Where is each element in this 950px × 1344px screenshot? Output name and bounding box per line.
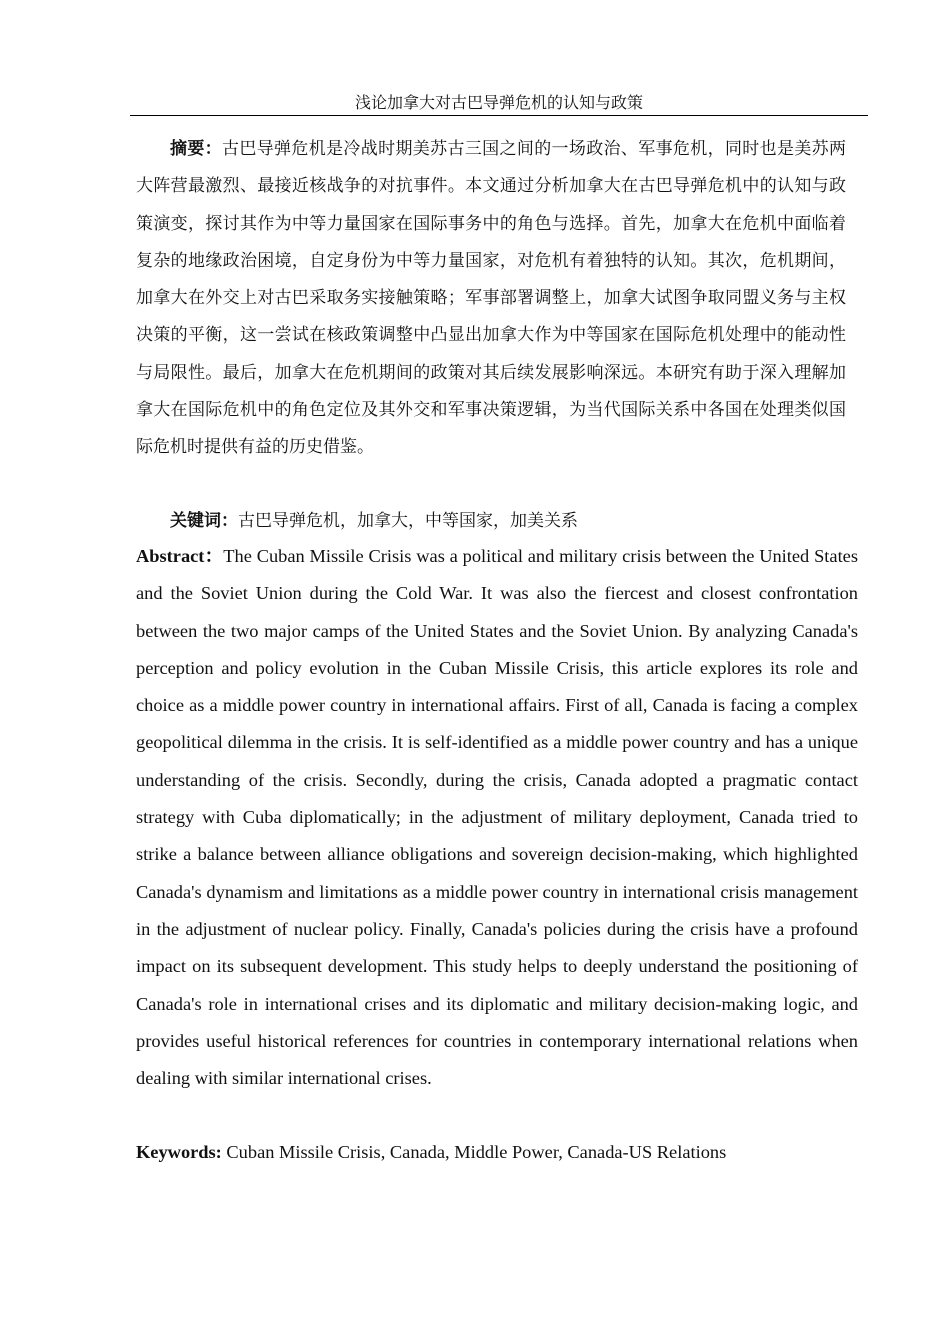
chinese-keywords-label: 关键词： bbox=[170, 511, 238, 531]
english-keywords bbox=[136, 1134, 858, 1171]
chinese-abstract bbox=[136, 131, 846, 467]
english-abstract-text: The Cuban Missile Crisis was a political and military crisis between the United States and the Soviet Union during the Cold War. It was also the fiercest and closest confrontation between the two major camps of the United States and the Soviet Union. By analyzing Canada's perception and policy evolution in the Cuban Missile Crisis, this article explores its role and choice as a middle power country in international affairs. First of all, Canada is facing a complex geopolitical dilemma in the crisis. It is self-identified as a middle power country and has a unique understanding of the crisis. Secondly, during the crisis, Canada adopted a pragmatic contact strategy with Cuba diplomatically; in the adjustment of military deployment, Canada tried to strike a balance between alliance obligations and sovereign decision-making, which highlighted Canada's dynamism and limitations as a middle power country in international crisis management in the adjustment of nuclear policy. Finally, Canada's policies during the crisis have a profound impact on its subsequent development. This study helps to deeply understand the positioning of Canada's role in international crises and its diplomatic and military decision-making logic, and provides useful historical references for countries in contemporary international relations when dealing with similar international crises. bbox=[136, 546, 858, 1089]
running-header-title: 浅论加拿大对古巴导弹危机的认知与政策 bbox=[354, 93, 643, 112]
english-keywords-label: Keywords: bbox=[136, 1142, 222, 1162]
chinese-abstract-label: 摘要： bbox=[170, 139, 223, 159]
english-keywords-text: Cuban Missile Crisis, Canada, Middle Power, Canada-US Relations bbox=[221, 1142, 727, 1162]
header-rule bbox=[130, 115, 868, 116]
english-abstract bbox=[136, 538, 858, 1097]
chinese-keywords bbox=[136, 503, 846, 540]
chinese-abstract-text: 古巴导弹危机是冷战时期美苏古三国之间的一场政治、军事危机，同时也是美苏两大阵营最激烈、最接近核战争的对抗事件。本文通过分析加拿大在古巴导弹危机中的认知与政策演变，探讨其作为中等力量国家在国际事务中的角色与选择。首先，加拿大在危机中面临着复杂的地缘政治困境，自定身份为中等力量国家，对危机有着独特的认知。其次，危机期间，加拿大在外交上对古巴采取务实接触策略；军事部署调整上，加拿大试图争取同盟义务与主权决策的平衡，这一尝试在核政策调整中凸显出加拿大作为中等国家在国际危机处理中的能动性与局限性。最后，加拿大在危机期间的政策对其后续发展影响深远。本研究有助于深入理解加拿大在国际危机中的角色定位及其外交和军事决策逻辑，为当代国际关系中各国在处理类似国际危机时提供有益的历史借鉴。 bbox=[136, 139, 847, 458]
chinese-keywords-text: 古巴导弹危机，加拿大，中等国家，加美关系 bbox=[238, 511, 578, 531]
english-abstract-label: Abstract： bbox=[136, 546, 224, 566]
